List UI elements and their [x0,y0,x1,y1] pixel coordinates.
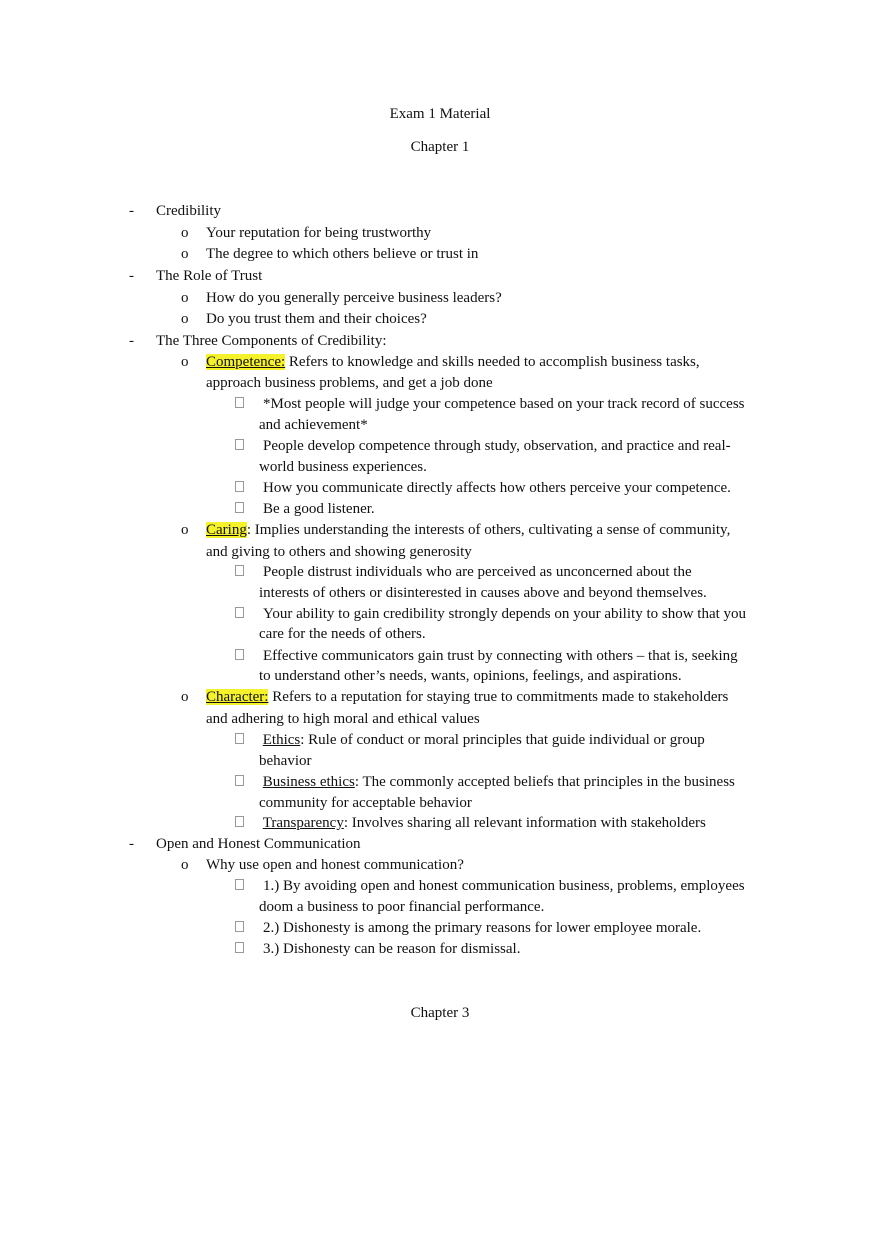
character-term: Character: [206,689,269,705]
list-item-cont: care for the needs of others. [259,626,426,642]
dash-bullet: - [129,836,134,852]
list-item: Why use open and honest communication? [206,857,464,873]
section-components-title: The Three Components of Credibility: [156,333,387,349]
section-open-title: Open and Honest Communication [156,836,361,852]
section-credibility-title: Credibility [156,203,221,219]
o-bullet: o [181,354,189,370]
o-bullet: o [181,311,189,327]
checkbox-bullet-icon [235,499,244,519]
checkbox-bullet-icon [235,646,244,666]
list-item: Do you trust them and their choices? [206,311,427,327]
list-item: 1.) By avoiding open and honest communication business, problems, employees [263,878,745,894]
list-item: Your ability to gain credibility strongly depends on your ability to show that you [263,606,747,622]
section-trust-title: The Role of Trust [156,268,263,284]
character-definition: Character: Refers to a reputation for staying true to commitments made to stakeholders [206,689,729,705]
list-item-cont: interests of others or disinterested in causes above and beyond themselves. [259,585,707,601]
business-ethics-definition-cont: community for acceptable behavior [259,795,472,811]
business-ethics-term: Business ethics [262,774,355,790]
checkbox-bullet-icon [235,604,244,624]
list-item-cont: doom a business to poor financial performance. [259,899,545,915]
o-bullet: o [181,857,189,873]
checkbox-bullet-icon [235,876,244,896]
checkbox-bullet-icon [235,772,244,792]
o-bullet: o [181,689,189,705]
character-definition-cont: and adhering to high moral and ethical values [206,711,480,727]
ethics-definition: Ethics: Rule of conduct or moral principles that guide individual or group [262,732,705,748]
business-ethics-definition: Business ethics: The commonly accepted beliefs that principles in the business [262,774,735,790]
checkbox-bullet-icon [235,436,244,456]
checkbox-bullet-icon [235,478,244,498]
competence-definition: Competence: Refers to knowledge and skills needed to accomplish business tasks, [206,354,700,370]
caring-definition: Caring: Implies understanding the interests of others, cultivating a sense of community, [206,522,731,538]
list-item: Effective communicators gain trust by connecting with others – that is, seeking [263,648,738,664]
dash-bullet: - [129,203,134,219]
checkbox-bullet-icon [235,730,244,750]
list-item: *Most people will judge your competence based on your track record of success [263,396,745,412]
transparency-definition: Transparency: Involves sharing all relevant information with stakeholders [262,815,706,831]
checkbox-bullet-icon [235,562,244,582]
caring-definition-cont: and giving to others and showing generosity [206,544,472,560]
chapter-1-heading: Chapter 1 [410,139,470,155]
ethics-definition-cont: behavior [259,753,312,769]
list-item: People develop competence through study, observation, and practice and real- [263,438,731,454]
list-item: The degree to which others believe or trust in [206,246,479,262]
list-item-cont: and achievement* [259,417,368,433]
checkbox-bullet-icon [235,939,244,959]
transparency-term: Transparency [262,815,344,831]
list-item: 3.) Dishonesty can be reason for dismissal. [263,941,521,957]
list-item: Your reputation for being trustworthy [206,225,432,241]
dash-bullet: - [129,268,134,284]
competence-definition-cont: approach business problems, and get a job done [206,375,493,391]
o-bullet: o [181,246,189,262]
list-item-cont: to understand other’s needs, wants, opinions, feelings, and aspirations. [259,668,682,684]
checkbox-bullet-icon [235,394,244,414]
o-bullet: o [181,290,189,306]
list-item: How you communicate directly affects how others perceive your competence. [263,480,731,496]
list-item: People distrust individuals who are perceived as unconcerned about the [263,564,692,580]
list-item: How do you generally perceive business leaders? [206,290,502,306]
competence-term: Competence: [206,354,286,370]
caring-term: Caring [206,522,247,538]
dash-bullet: - [129,333,134,349]
checkbox-bullet-icon [235,918,244,938]
list-item-cont: world business experiences. [259,459,427,475]
list-item: Be a good listener. [263,501,375,517]
ethics-term: Ethics [262,732,301,748]
o-bullet: o [181,225,189,241]
checkbox-bullet-icon [235,813,244,833]
list-item: 2.) Dishonesty is among the primary reasons for lower employee morale. [263,920,702,936]
o-bullet: o [181,522,189,538]
chapter-3-heading: Chapter 3 [410,1005,470,1021]
document-title: Exam 1 Material [389,106,491,122]
